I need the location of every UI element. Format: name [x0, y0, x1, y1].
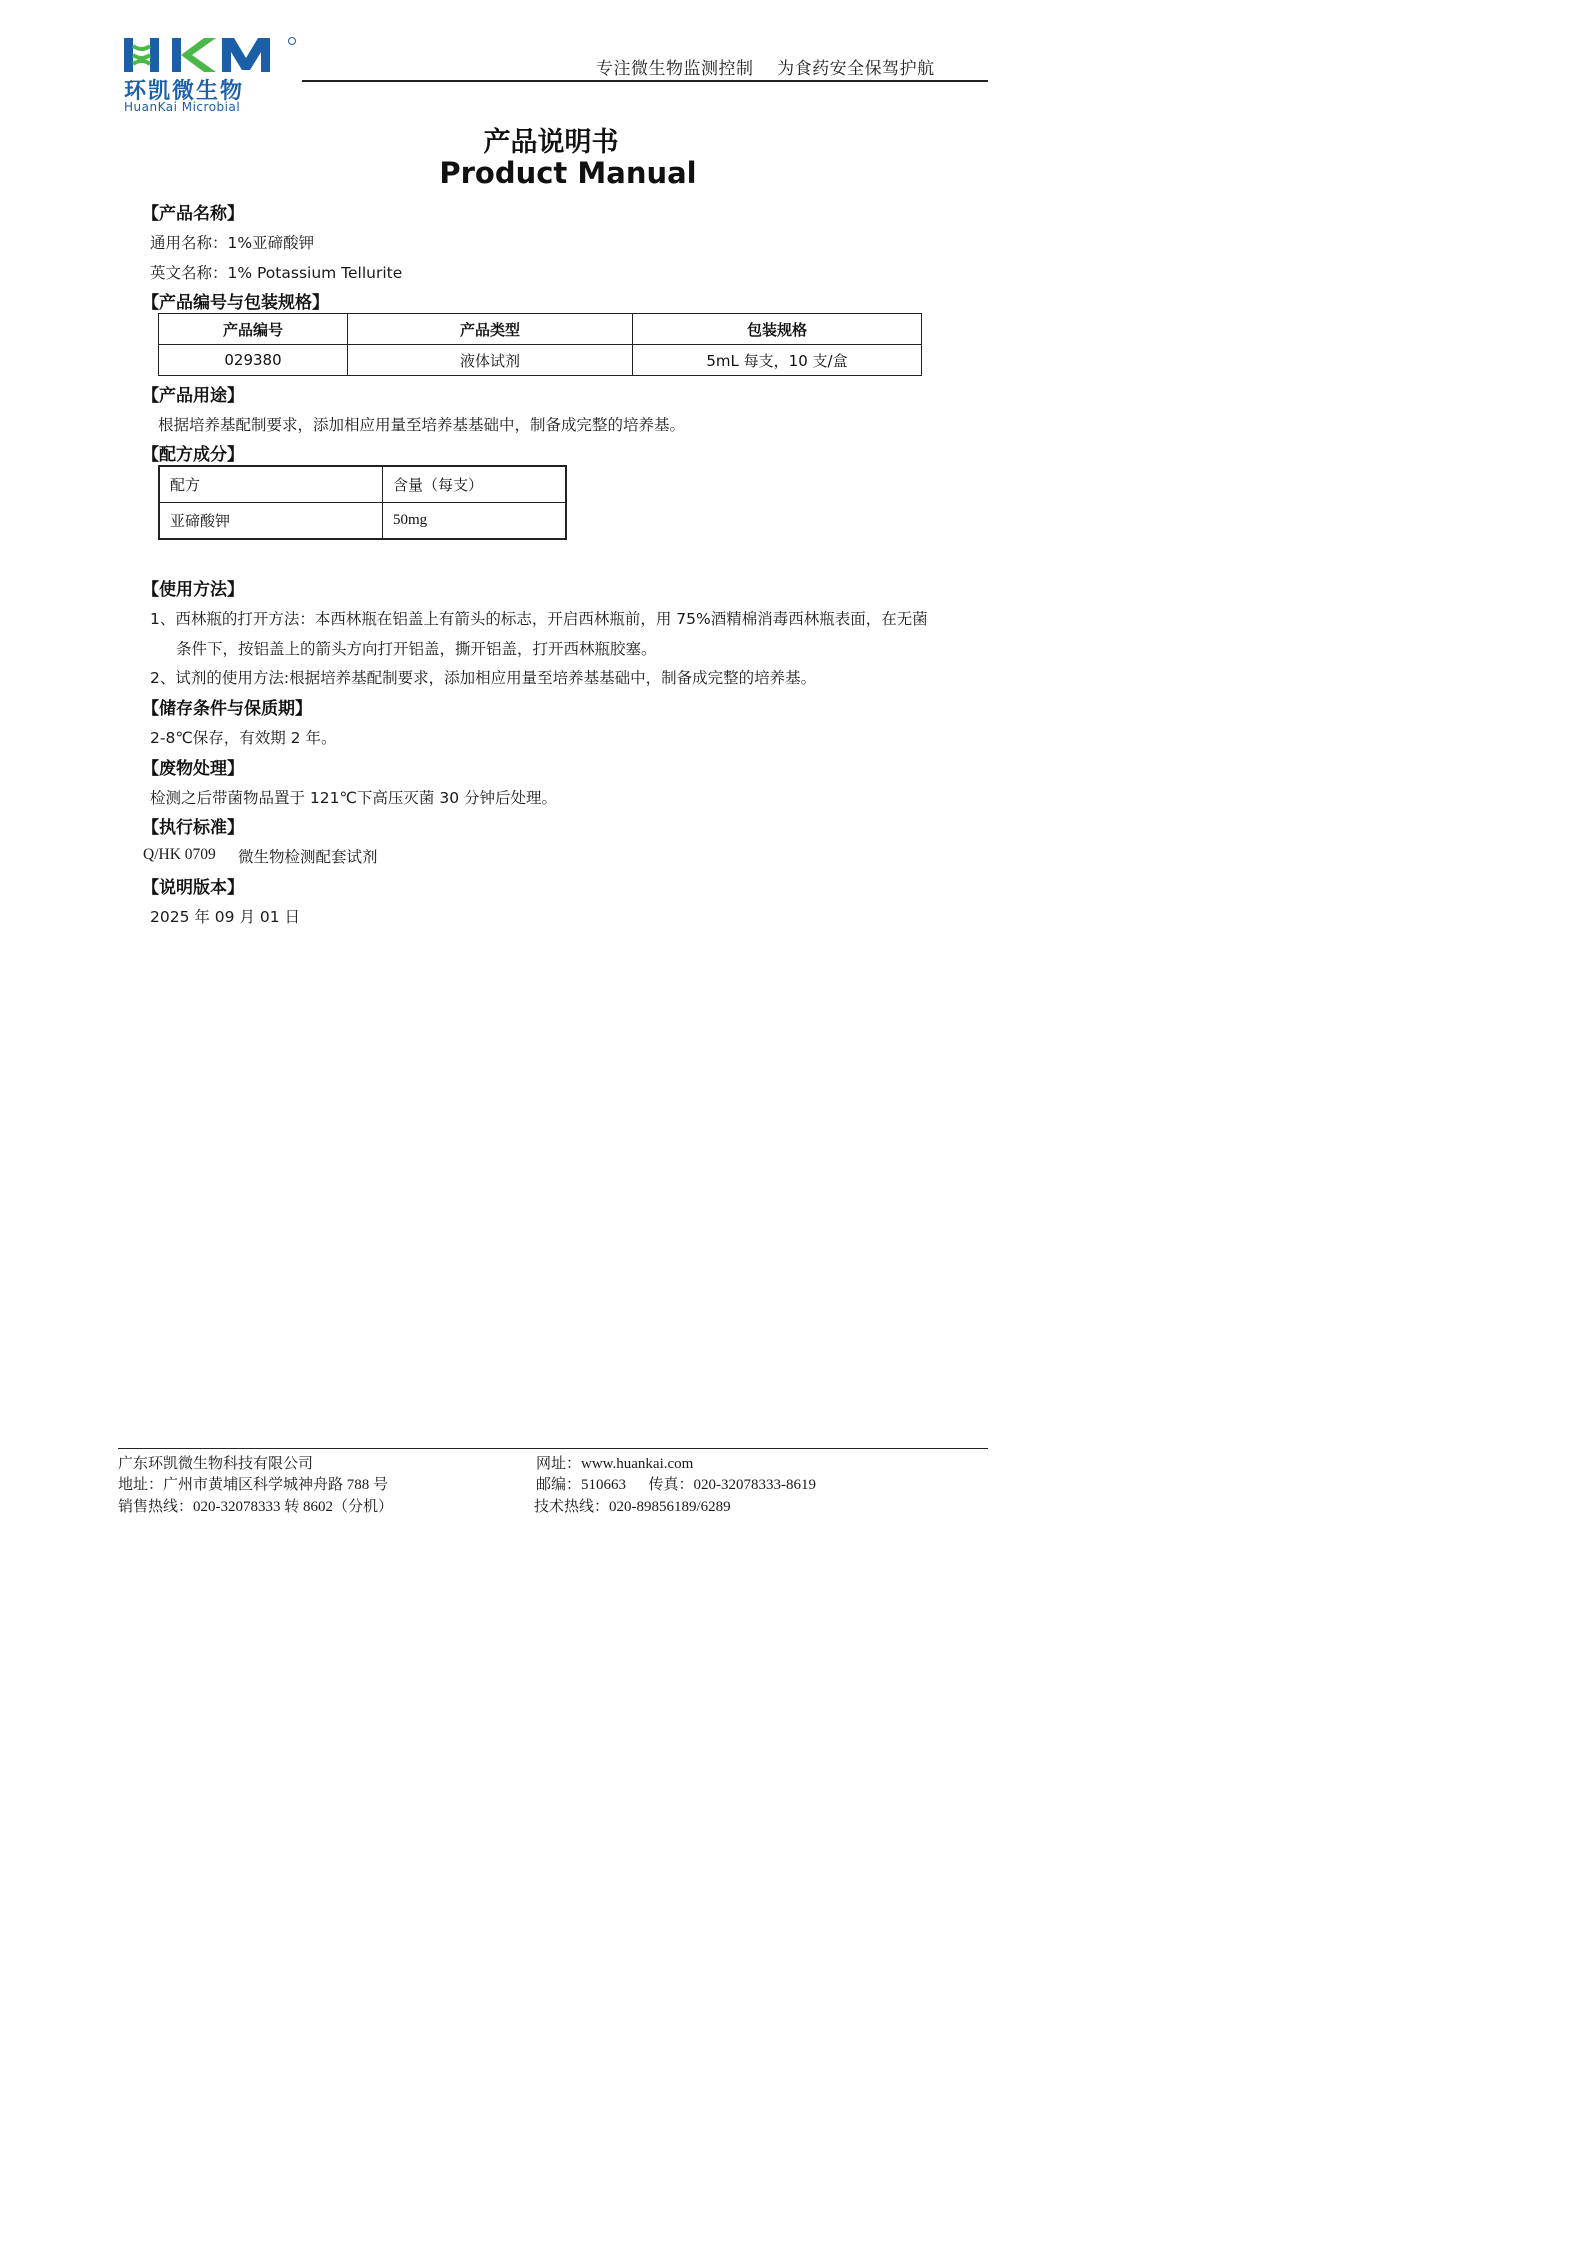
common-name: 通用名称：1%亚碲酸钾 — [150, 234, 315, 252]
table-row — [159, 503, 566, 540]
storage-text: 2-8℃保存，有效期 2 年。 — [150, 729, 337, 747]
disposal-heading: 【废物处理】 — [142, 759, 244, 779]
table-cell: 50mg — [383, 503, 567, 540]
standard-text: 微生物检测配套试剂 — [238, 848, 378, 866]
method-step-2: 2、试剂的使用方法:根据培养基配制要求，添加相应用量至培养基基础中，制备成完整的培养基。 — [150, 669, 817, 687]
column-header: 含量（每支） — [383, 466, 567, 503]
footer-sales-hotline: 销售热线：020-32078333 转 8602（分机） — [118, 1499, 393, 1515]
footer-company: 广东环凯微生物科技有限公司 — [118, 1456, 314, 1472]
version-heading: 【说明版本】 — [142, 878, 244, 898]
usage-text: 根据培养基配制要求，添加相应用量至培养基基础中，制备成完整的培养基。 — [158, 416, 686, 434]
method-step-1: 1、西林瓶的打开方法：本西林瓶在铝盖上有箭头的标志，开启西林瓶前，用 75%酒精棉消毒西林瓶表面，在无菌 — [150, 610, 928, 628]
packaging-table — [158, 313, 922, 376]
table-cell: 5mL 每支，10 支/盒 — [633, 345, 922, 376]
logo-chinese-name: 环凯微生物 — [124, 79, 245, 104]
storage-heading: 【储存条件与保质期】 — [142, 699, 312, 719]
packaging-heading: 【产品编号与包装规格】 — [142, 293, 329, 313]
footer-tech-hotline: 技术热线：020-89856189/6289 — [534, 1499, 731, 1515]
page-title-en: Product Manual — [439, 156, 697, 190]
table-header-row — [159, 466, 566, 503]
header-slogan: 专注微生物监测控制 为食药安全保驾护航 — [596, 59, 935, 79]
version-text: 2025 年 09 月 01 日 — [150, 908, 301, 926]
company-logo — [120, 36, 305, 116]
table-row — [159, 345, 922, 376]
usage-heading: 【产品用途】 — [142, 386, 244, 406]
column-header: 包装规格 — [633, 314, 922, 345]
method-step-1-cont: 条件下，按铝盖上的箭头方向打开铝盖，撕开铝盖，打开西林瓶胶塞。 — [176, 640, 657, 658]
table-cell: 亚碲酸钾 — [159, 503, 383, 540]
table-header-row — [159, 314, 922, 345]
disposal-text: 检测之后带菌物品置于 121℃下高压灭菌 30 分钟后处理。 — [150, 789, 557, 807]
english-name: 英文名称：1% Potassium Tellurite — [150, 264, 403, 282]
logo-english-name: HuanKai Microbial — [124, 100, 241, 114]
product-name-heading: 【产品名称】 — [142, 204, 244, 224]
column-header: 产品编号 — [159, 314, 348, 345]
footer-address: 地址：广州市黄埔区科学城神舟路 788 号 — [118, 1477, 389, 1493]
footer-postcode-fax: 邮编：510663 传真：020-32078333-8619 — [536, 1477, 816, 1493]
table-cell: 液体试剂 — [348, 345, 633, 376]
table-cell: 029380 — [159, 345, 348, 376]
standard-heading: 【执行标准】 — [142, 818, 244, 838]
page-title-cn: 产品说明书 — [483, 127, 619, 158]
formula-table — [158, 465, 567, 540]
formula-heading: 【配方成分】 — [142, 445, 244, 465]
standard-code: Q/HK 0709 — [143, 846, 216, 863]
header-divider — [302, 80, 988, 82]
hkm-logo-mark — [120, 36, 300, 76]
footer-website: 网址：www.huankai.com — [536, 1456, 694, 1472]
method-heading: 【使用方法】 — [142, 580, 244, 600]
column-header: 配方 — [159, 466, 383, 503]
column-header: 产品类型 — [348, 314, 633, 345]
footer-divider — [118, 1448, 988, 1449]
